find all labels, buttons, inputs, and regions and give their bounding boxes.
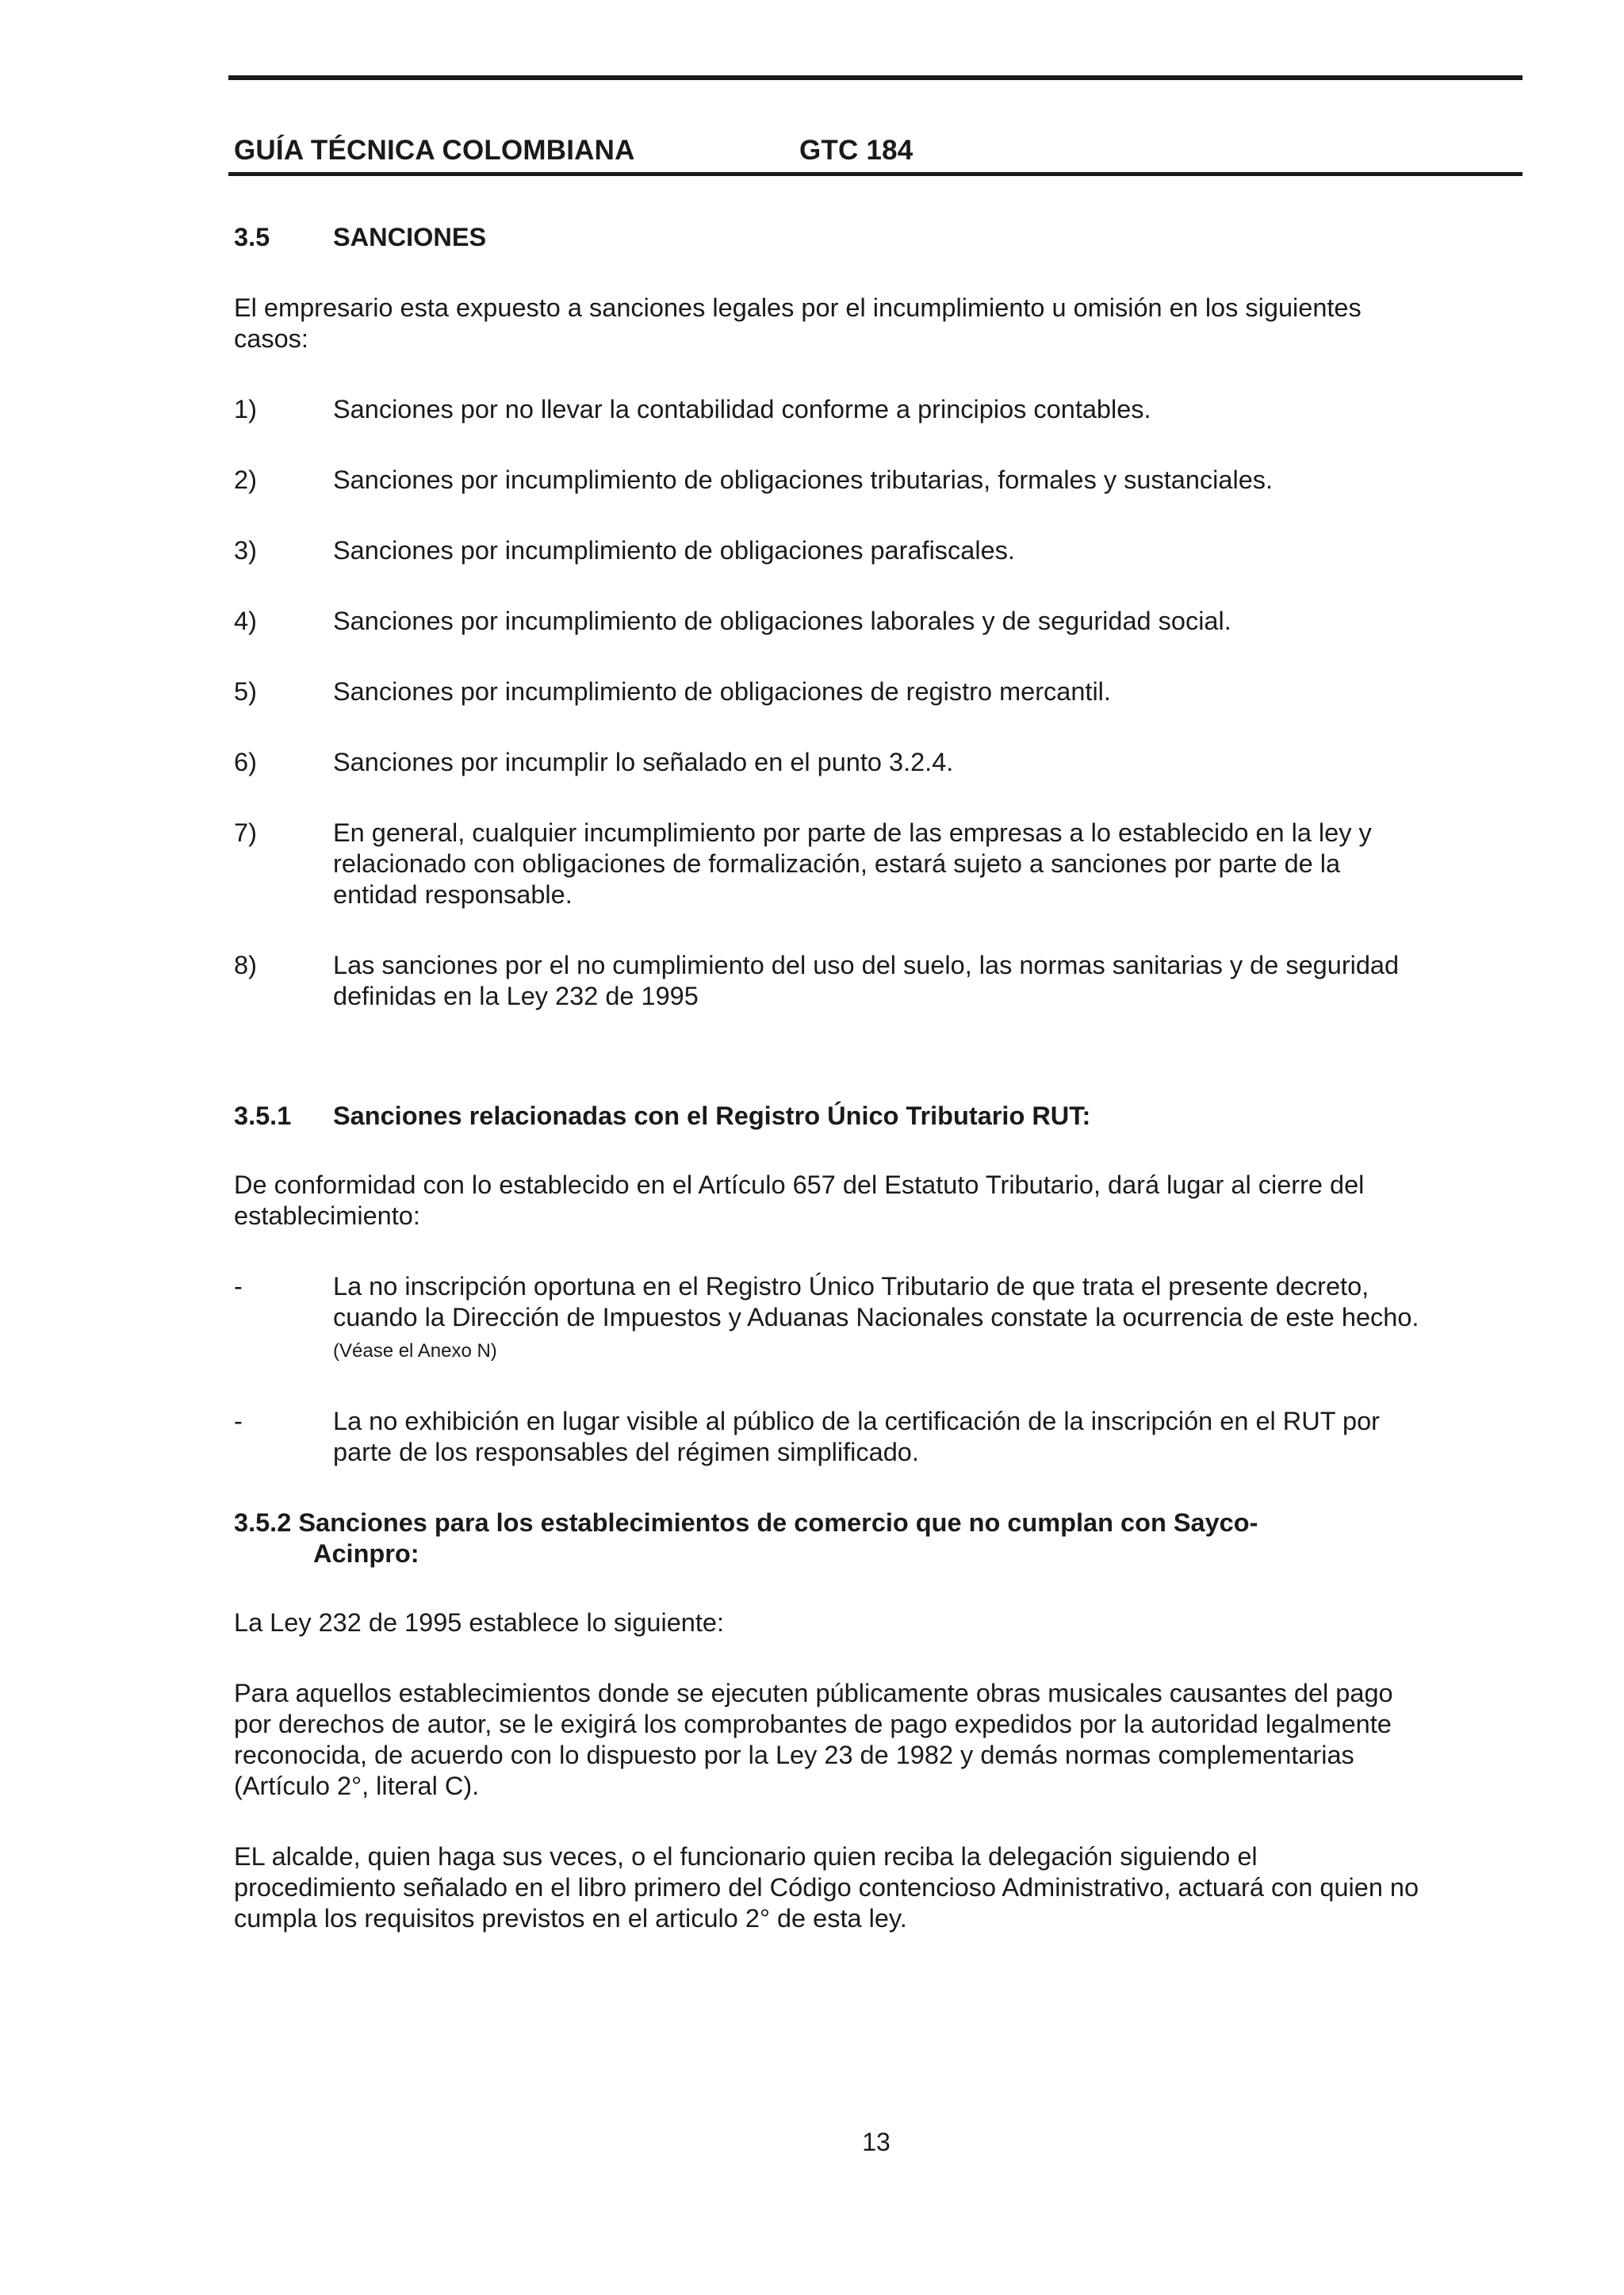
list-item xyxy=(234,1406,1423,1468)
list-text: Las sanciones por el no cumplimiento del uso del suelo, las normas sanitarias y de seguridad definidas en la Ley 232 de 1995 xyxy=(333,951,1400,1010)
list-text: En general, cualquier incumplimiento por parte de las empresas a lo establecido en la ley y relacionado con obligaciones de formalización, estará sujeto a sanciones por parte de la entidad responsable. xyxy=(333,818,1372,909)
list-marker: - xyxy=(234,1407,243,1435)
subsection-title-line1: 3.5.2 Sanciones para los establecimientos de comercio que no cumplan con Sayco- xyxy=(234,1508,1258,1537)
list-text: Sanciones por no llevar la contabilidad conforme a principios contables. xyxy=(333,395,1151,423)
list-item xyxy=(234,950,1423,1012)
list-marker: 1) xyxy=(234,395,257,423)
subsection-heading xyxy=(234,1101,1423,1132)
subsection-title-line2: Acinpro: xyxy=(313,1539,419,1568)
list-item xyxy=(234,606,1423,637)
subsection-intro: De conformidad con lo establecido en el Artículo 657 del Estatuto Tributario, dará lugar al cierre del establecimiento: xyxy=(234,1170,1365,1230)
list-item xyxy=(234,465,1423,496)
document-body xyxy=(234,222,1423,1974)
list-marker: 6) xyxy=(234,748,257,776)
subsection-heading-2 xyxy=(234,1508,1423,1569)
list-text: Sanciones por incumplimiento de obligaciones laborales y de seguridad social. xyxy=(333,607,1231,635)
list-item xyxy=(234,394,1423,425)
list-marker: 3) xyxy=(234,536,257,565)
list-marker: 8) xyxy=(234,951,257,979)
list-text: Sanciones por incumplir lo señalado en el punto 3.2.4. xyxy=(333,748,954,776)
subsection-number: 3.5.1 xyxy=(234,1102,292,1130)
list-marker: 5) xyxy=(234,677,257,706)
document-code: GTC 184 xyxy=(799,135,914,166)
list-text xyxy=(333,1271,1423,1366)
list-text: La no exhibición en lugar visible al público de la certificación de la inscripción en el RUT por parte de los responsables del régimen simplificado. xyxy=(333,1407,1380,1466)
sanctions-list xyxy=(234,394,1423,1012)
list-text-body: La no inscripción oportuna en el Registro Único Tributario de que trata el presente decreto, cuando la Dirección de Impuestos y Aduanas Nacionales constate la ocurrencia de este hecho. xyxy=(333,1272,1419,1331)
list-text: Sanciones por incumplimiento de obligaciones tributarias, formales y sustanciales. xyxy=(333,466,1274,494)
header-bottom-rule xyxy=(228,172,1522,176)
rut-sanctions-list xyxy=(234,1271,1423,1468)
list-text: Sanciones por incumplimiento de obligaciones de registro mercantil. xyxy=(333,677,1111,706)
section-heading xyxy=(234,222,1423,253)
section-number: 3.5 xyxy=(234,223,270,251)
list-marker: 2) xyxy=(234,466,257,494)
header-top-rule xyxy=(228,75,1522,80)
section-intro: El empresario esta expuesto a sanciones legales por el incumplimiento u omisión en los siguientes casos: xyxy=(234,293,1362,353)
paragraph: Para aquellos establecimientos donde se ejecuten públicamente obras musicales causantes del pago por derechos de autor, se le exigirá los comprobantes de pago expedidos por la autoridad legalmente reconocida, de acuerdo con lo dispuesto por la Ley 23 de 1982 y demás normas complementarias (Artículo 2°, literal C). xyxy=(234,1679,1393,1800)
list-marker: 7) xyxy=(234,818,257,847)
annex-reference: (Véase el Anexo N) xyxy=(333,1340,497,1362)
list-item xyxy=(234,535,1423,566)
paragraph: La Ley 232 de 1995 establece lo siguiente: xyxy=(234,1608,724,1637)
paragraph: EL alcalde, quien haga sus veces, o el funcionario quien reciba la delegación siguiendo el procedimiento señalado en el libro primero del Código contencioso Administrativo, actuará con quien no cumpla los requisitos previstos en el articulo 2° de esta ley. xyxy=(234,1842,1419,1933)
document-series-title: GUÍA TÉCNICA COLOMBIANA xyxy=(234,135,635,166)
page-number: 13 xyxy=(862,2128,891,2156)
list-item xyxy=(234,1271,1423,1366)
list-text: Sanciones por incumplimiento de obligaciones parafiscales. xyxy=(333,536,1015,565)
list-marker: 4) xyxy=(234,607,257,635)
list-item xyxy=(234,676,1423,707)
subsection-title: Sanciones relacionadas con el Registro Único Tributario RUT: xyxy=(333,1102,1091,1130)
section-title: SANCIONES xyxy=(333,223,487,251)
list-marker: - xyxy=(234,1272,243,1301)
list-item xyxy=(234,747,1423,778)
list-item xyxy=(234,818,1423,910)
